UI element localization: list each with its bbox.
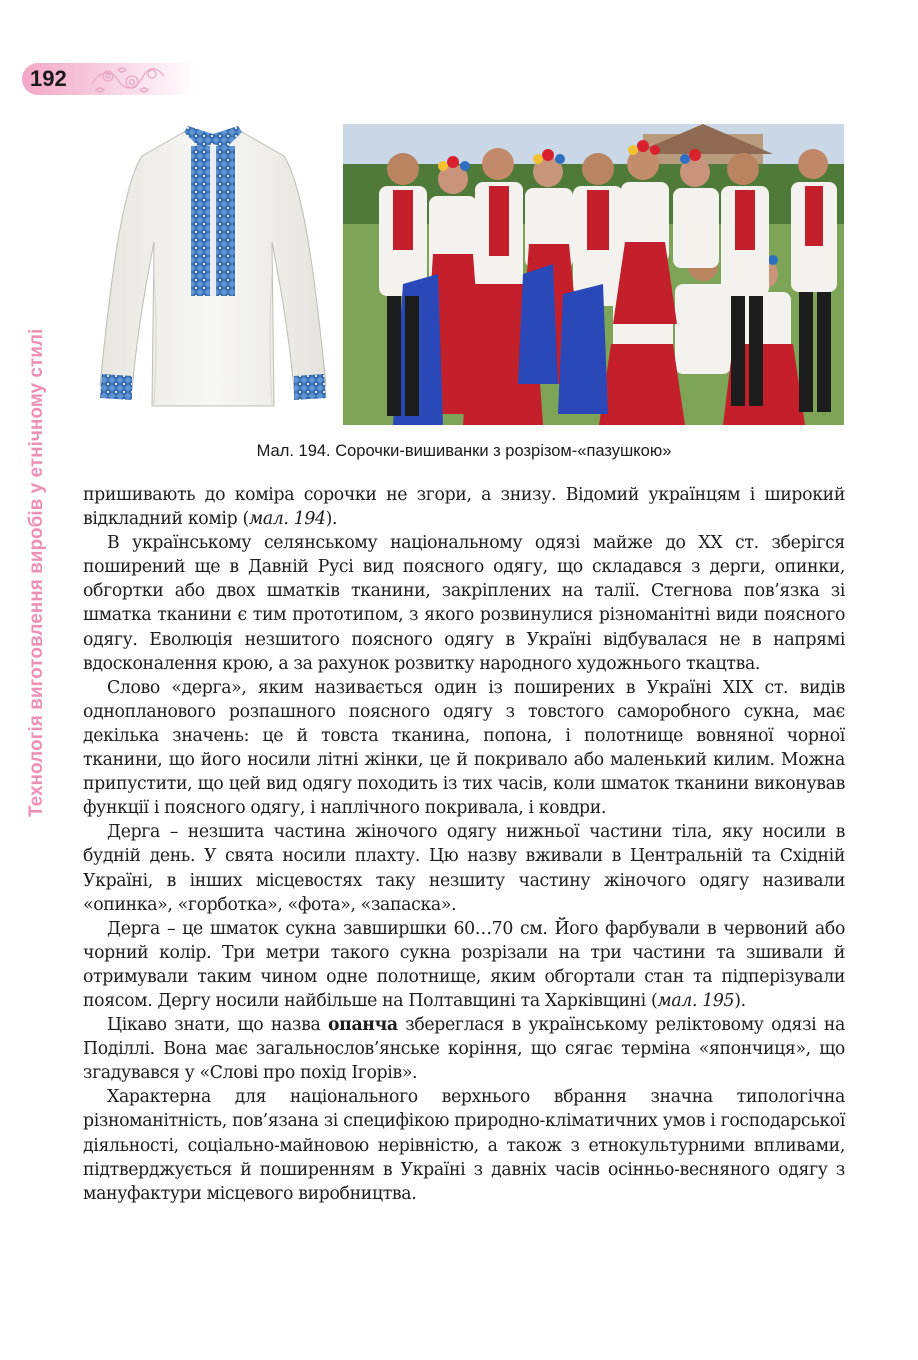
figure-reference: мал. 195 [657,990,735,1011]
paragraph [83,483,845,531]
paragraph [83,531,845,676]
figure-caption: Мал. 194. Сорочки-вишиванки з розрізом-«пазушкою» [256,442,672,460]
chapter-side-title: Технологія виготовлення виробів у етнічному стилі [26,328,47,817]
text-span: збереглася в українському реліктовому одязі на Поділлі. Вона має загальнослов’янське коріння, що сягає терміна «япончиця», що згадувався у «Слові про похід Ігорів». [83,1015,846,1084]
text-span: Дерга – незшита частина жіночого одягу нижньої частини тіла, яку носили в будній день. У свята носили плахту. Цю назву вживали в Центральній та Східній Україні, в інших місцевостях таку незшиту частину жіночого одягу називали «опинка», «горботка», «фота», «запаска». [83,822,845,915]
floral-ornament-icon [88,62,166,96]
paragraph [83,676,845,821]
text-span: Слово «дерга», яким називається один із поширених в Україні XIX ст. видів однопланового розпашного поясного одягу з товстого саморобного сукна, має декілька значень: це й товста тканина, попона, і полотнище вовняної чорної тканини, що його носили літні жінки, це й покривало або маленький килим. Можна припустити, що цей вид одягу походить із тих часів, коли шматок тканини виконував функції і поясного одягу, і наплічного покривала, і ковдри. [83,677,845,819]
paragraph [83,1013,845,1085]
text-span: Цікаво знати, що назва [107,1015,328,1036]
figure-reference: мал. 194 [248,509,326,530]
term-highlight: опанча [327,1015,398,1036]
text-span: пришивають до коміра сорочки не згори, а знизу. Відомий українцям і широкий відкладний комір ( [83,485,845,530]
text-span: В українському селянському національному одязі майже до XX ст. зберігся поширений ще в Давній Русі вид поясного одягу, що складався з дерги, опинки, обгортки або двох шматків тканини, закріплених на талії. Стегнова пов’язка зі шматка тканини є тим прототипом, з якого розвинулися різноманітні види поясного одягу. Еволюція незшитого поясного одягу в Україні відбувалася не в напрямі вдосконалення крою, а за рахунок розвитку народного художнього ткацтва. [83,533,845,674]
text-span: Характерна для національного верхнього вбрання значна типологічна різноманітність, пов’язана зі специфікою природно-кліматичних умов і господарської діяльності, соціально-майновою нерівністю, а також з етнокультурними впливами, підтверджується й поширенням в Україні з давніх часів осінньо-весняного одягу з мануфактури місцевого виробництва. [83,1087,845,1204]
paragraph [83,820,845,916]
text-span: ). [734,990,746,1011]
text-span: Дерга – це шматок сукна завширшки 60…70 см. Його фарбували в червоний або чорний колір. Три метри такого сукна розрізали на три частини та зшивали й отримували таким чином одне полотнище, яким обгортали стан та підперізували поясом. Дергу носили найбільше на Полтавщині та Харківщині ( [83,918,845,1011]
embroidered-shirt-image [88,124,338,416]
paragraph [83,917,845,1013]
folk-ensemble-photo [343,124,844,425]
paragraph [83,1085,845,1205]
text-span: ). [325,509,338,530]
body-text [83,483,845,1206]
page-number: 192 [30,66,67,91]
